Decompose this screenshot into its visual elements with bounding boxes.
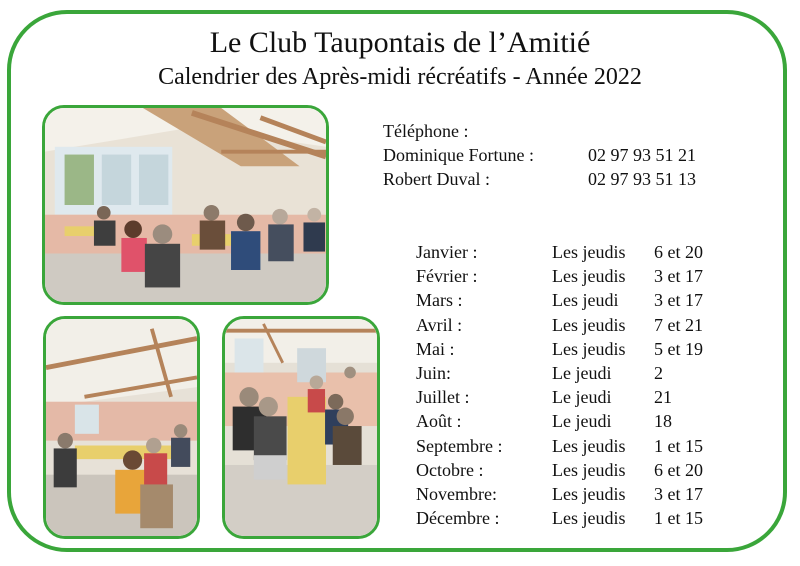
calendar-dates: 1 et 15 (654, 435, 703, 456)
calendar-month: Août : (416, 411, 462, 432)
calendar-dates: 3 et 17 (654, 266, 703, 287)
calendar-row (416, 337, 736, 361)
calendar-day: Le jeudi (552, 387, 612, 408)
calendar-day: Les jeudi (552, 290, 619, 311)
calendar-day: Les jeudis (552, 242, 626, 262)
calendar-month: Mai : (416, 338, 455, 359)
calendar-row (416, 482, 736, 506)
contact-row (383, 167, 696, 191)
calendar-dates: 3 et 17 (654, 290, 703, 311)
contact-block (383, 119, 696, 191)
calendar-row (416, 361, 736, 385)
calendar-row (416, 458, 736, 482)
calendar-row (416, 506, 736, 530)
calendar-dates: 21 (654, 387, 672, 408)
calendar-month: Octobre : (416, 459, 484, 480)
calendar-row (416, 264, 736, 288)
contact-row (383, 143, 696, 167)
calendar-row (416, 385, 736, 409)
calendar-dates: 7 et 21 (654, 314, 703, 335)
page-title: Le Club Taupontais de l’Amitié (209, 26, 591, 59)
calendar-month: Juin: (416, 362, 452, 383)
contact-name: Dominique Fortune : (383, 145, 534, 165)
calendar-row (416, 288, 736, 312)
calendar-month: Novembre: (416, 483, 497, 504)
calendar-dates: 2 (654, 362, 663, 383)
calendar-day: Les jeudis (552, 483, 626, 504)
calendar-month: Septembre : (416, 435, 503, 456)
calendar-day: Le jeudi (552, 362, 612, 383)
calendar-day: Les jeudis (552, 314, 626, 335)
calendar-row (416, 434, 736, 458)
calendar-month: Juillet : (416, 387, 470, 408)
contact-name: Robert Duval : (383, 169, 490, 189)
calendar-month: Janvier : (416, 242, 478, 262)
contact-phone: 02 97 93 51 13 (588, 169, 696, 189)
calendar-day: Les jeudis (552, 508, 626, 529)
calendar-dates: 1 et 15 (654, 508, 703, 529)
photo-club-room-wide (42, 105, 329, 305)
phone-label: Téléphone : (383, 121, 469, 141)
calendar-list (416, 240, 736, 530)
photo-club-tables-left (43, 316, 200, 539)
calendar-row (416, 409, 736, 433)
page-subtitle: Calendrier des Après-midi récréatifs - Année 2022 (158, 64, 642, 90)
calendar-row (416, 313, 736, 337)
contact-phone: 02 97 93 51 21 (588, 145, 696, 165)
calendar-day: Les jeudis (552, 338, 626, 359)
calendar-day: Les jeudis (552, 459, 626, 480)
calendar-dates: 3 et 17 (654, 483, 703, 504)
calendar-month: Février : (416, 266, 478, 287)
calendar-dates: 6 et 20 (654, 242, 703, 262)
calendar-dates: 18 (654, 411, 672, 432)
calendar-month: Mars : (416, 290, 463, 311)
calendar-row (416, 240, 736, 264)
calendar-dates: 5 et 19 (654, 338, 703, 359)
calendar-day: Le jeudi (552, 411, 612, 432)
calendar-dates: 6 et 20 (654, 459, 703, 480)
photo-club-long-table (222, 316, 380, 539)
calendar-month: Avril : (416, 314, 463, 335)
calendar-day: Les jeudis (552, 266, 626, 287)
calendar-month: Décembre : (416, 508, 500, 529)
calendar-day: Les jeudis (552, 435, 626, 456)
